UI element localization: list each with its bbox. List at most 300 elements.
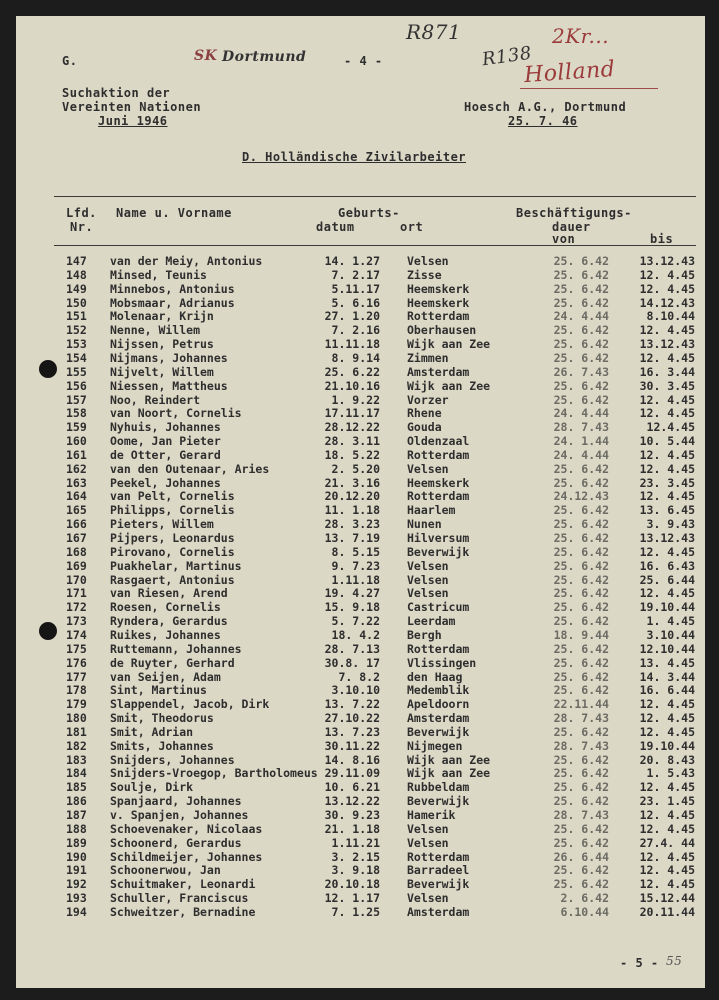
row-birth-place: Barradeel [407,863,470,878]
row-number: 184 [66,766,87,781]
row-employed-from: 25. 6.42 [553,586,609,601]
row-employed-to: 23. 3.45 [639,475,695,490]
row-number: 152 [66,323,87,338]
row-name: Molenaar, Krijn [110,309,214,324]
row-birth-place: Medemblik [407,683,470,698]
row-name: van Noort, Cornelis [110,406,242,421]
row-birth-date: 1. 9.22 [331,392,380,407]
row-number: 171 [66,586,87,601]
row-employed-from: 25. 6.42 [553,254,609,268]
row-name: Nenne, Willem [110,323,201,338]
row-birth-date: 5.11.17 [331,281,380,296]
row-employed-to: 16. 6.43 [639,558,695,573]
row-birth-place: Oldenzaal [407,434,470,448]
col-name: Name u. Vorname [116,206,232,220]
row-number: 157 [66,392,87,407]
row-employed-to: 12. 4.45 [639,863,695,878]
row-number: 173 [66,614,87,629]
col-birth-place: ort [400,220,424,234]
row-birth-place: Beverwijk [407,877,470,892]
row-birth-date: 19. 4.27 [324,586,380,601]
row-name: Soulje, Dirk [110,780,194,795]
row-birth-place: Velsen [407,821,449,836]
row-birth-date: 11. 1.18 [324,503,380,518]
row-employed-from: 25. 6.42 [553,683,609,698]
row-number: 165 [66,503,87,518]
row-number: 177 [66,669,87,684]
row-birth-date: 14. 1.27 [324,254,380,268]
row-number: 164 [66,489,87,504]
row-birth-date: 1.11.18 [331,572,380,587]
row-number: 160 [66,434,87,448]
row-name: van der Meiy, Antonius [110,254,263,268]
row-birth-date: 2. 5.20 [331,461,380,476]
row-number: 189 [66,835,87,850]
row-name: Nyhuis, Johannes [110,420,221,435]
footer-page-mark: - 5 - [620,956,659,970]
row-employed-to: 1. 4.45 [646,614,695,629]
row-employed-from: 25. 6.42 [553,475,609,490]
row-name: Smit, Adrian [110,724,194,739]
row-birth-date: 3. 9.18 [331,863,380,878]
row-number: 151 [66,309,87,324]
row-birth-date: 3.10.10 [331,683,380,698]
row-employed-to: 3. 9.43 [646,517,695,532]
document-page [16,16,705,988]
row-name: Peekel, Johannes [110,475,221,490]
row-birth-date: 27. 1.20 [324,309,380,324]
row-employed-to: 30. 3.45 [639,378,695,393]
row-birth-place: Rotterdam [407,489,470,504]
row-employed-from: 25. 6.42 [553,752,609,767]
row-name: van Pelt, Cornelis [110,489,235,504]
row-birth-date: 11.11.18 [324,337,380,352]
row-birth-place: Vorzer [407,392,449,407]
row-employed-from: 24. 1.44 [553,434,609,448]
row-name: Nijvelt, Willem [110,364,214,379]
row-name: de Otter, Gerard [110,447,221,462]
country-ink: Holland [523,56,617,89]
row-number: 180 [66,711,87,725]
row-number: 149 [66,281,87,296]
row-name: Mobsmaar, Adrianus [110,295,235,310]
row-birth-date: 21. 1.18 [324,821,380,836]
org-line2: Vereinten Nationen [62,100,202,114]
row-birth-date: 21. 3.16 [324,475,380,490]
row-birth-date: 18. 4.2 [331,628,380,642]
row-birth-place: Rotterdam [407,641,470,656]
row-employed-to: 13.12.43 [639,337,695,352]
row-employed-to: 12. 4.45 [639,406,695,421]
row-birth-place: Wijk aan Zee [407,378,491,393]
footer-ink-mark: 55 [666,954,683,968]
row-employed-from: 25. 6.42 [553,392,609,407]
row-employed-to: 12. 4.45 [639,586,695,601]
row-employed-to: 10. 5.44 [639,434,695,448]
row-birth-date: 21.10.16 [324,378,380,393]
row-birth-date: 29.11.09 [324,766,380,781]
row-name: Ruikes, Johannes [110,628,221,642]
row-birth-date: 3. 2.15 [331,849,380,864]
archive-code: R871 [406,20,462,44]
row-name: Sint, Martinus [110,683,207,698]
row-employed-to: 3.10.44 [646,628,695,642]
col-birth-line1: Geburts- [338,206,400,220]
row-birth-date: 7. 8.2 [338,669,380,684]
row-number: 148 [66,267,87,282]
row-name: Roesen, Cornelis [110,600,221,615]
row-number: 153 [66,337,87,352]
row-name: Nijmans, Johannes [110,350,228,365]
row-number: 167 [66,531,87,545]
row-birth-place: Nijmegen [407,738,463,753]
row-number: 169 [66,558,87,573]
punch-hole [39,622,57,640]
row-number: 172 [66,600,87,615]
row-birth-place: Amsterdam [407,904,470,919]
row-birth-date: 18. 5.22 [324,447,380,462]
row-employed-from: 25. 6.42 [553,350,609,365]
row-employed-from: 25. 6.42 [553,267,609,282]
row-employed-to: 25. 6.44 [639,572,695,587]
row-birth-place: Zimmen [407,350,449,365]
row-birth-place: den Haag [407,669,463,684]
col-birth-date: datum [316,220,355,234]
row-employed-from: 22.11.44 [553,697,609,712]
folder-code: R138 [480,42,534,71]
row-number: 150 [66,295,87,310]
row-employed-to: 14. 3.44 [639,669,695,684]
row-employed-to: 13.12.43 [639,254,695,268]
row-birth-place: Apeldoorn [407,697,470,712]
col-employment-line2: dauer [552,220,591,234]
row-employed-to: 12. 4.45 [639,821,695,836]
row-birth-place: Velsen [407,558,449,573]
row-employed-to: 12. 4.45 [639,392,695,407]
row-employed-to: 12. 4.45 [639,350,695,365]
row-employed-to: 16. 6.44 [639,683,695,698]
row-employed-from: 25. 6.42 [553,724,609,739]
row-birth-place: Oberhausen [407,323,477,338]
row-number: 158 [66,406,87,421]
page-number: - 4 - [344,54,383,68]
row-employed-from: 25. 6.42 [553,766,609,781]
row-number: 192 [66,877,87,892]
row-name: van den Outenaar, Aries [110,461,270,476]
org-date: Juni 1946 [98,114,168,128]
row-employed-to: 12. 4.45 [639,877,695,892]
row-birth-date: 14. 8.16 [324,752,380,767]
row-employed-from: 25. 6.42 [553,794,609,809]
col-employment-line1: Beschäftigungs- [516,206,632,220]
row-employed-to: 23. 1.45 [639,794,695,809]
row-employed-to: 12. 4.45 [639,697,695,712]
row-employed-from: 26. 6.44 [553,849,609,864]
row-name: Ryndera, Gerardus [110,614,228,629]
row-employed-from: 25. 6.42 [553,295,609,310]
row-name: Pirovano, Cornelis [110,544,235,559]
row-number: 154 [66,350,87,365]
row-employed-to: 12. 4.45 [639,323,695,338]
row-number: 179 [66,697,87,712]
row-employed-to: 12. 4.45 [639,711,695,725]
row-employed-from: 25. 6.42 [553,503,609,518]
row-employed-from: 25. 6.42 [553,517,609,532]
row-employed-to: 12. 4.45 [639,849,695,864]
row-employed-to: 20.11.44 [639,904,695,919]
row-name: Schoonerd, Gerardus [110,835,242,850]
row-employed-from: 2. 6.42 [560,891,609,906]
row-name: Smits, Johannes [110,738,214,753]
row-employed-to: 19.10.44 [639,600,695,615]
row-birth-place: Velsen [407,891,449,906]
row-birth-place: Gouda [407,420,442,435]
row-name: Pijpers, Leonardus [110,531,235,545]
row-number: 193 [66,891,87,906]
row-name: v. Spanjen, Johannes [110,808,249,822]
row-number: 161 [66,447,87,462]
row-employed-to: 12. 4.45 [639,489,695,504]
row-birth-date: 20.10.18 [324,877,380,892]
row-name: Spanjaard, Johannes [110,794,242,809]
row-birth-date: 12. 1.17 [324,891,380,906]
row-birth-place: Vlissingen [407,655,477,670]
row-number: 155 [66,364,87,379]
row-employed-from: 25. 6.42 [553,669,609,684]
row-name: Schuitmaker, Leonardi [110,877,256,892]
row-birth-date: 1.11.21 [331,835,380,850]
row-employed-to: 12. 4.45 [639,724,695,739]
row-employed-to: 12.10.44 [639,641,695,656]
row-birth-place: Wijk aan Zee [407,752,491,767]
row-employed-from: 18. 9.44 [553,628,609,642]
row-birth-date: 27.10.22 [324,711,380,725]
row-employed-to: 12. 4.45 [639,281,695,296]
row-employed-from: 25. 6.42 [553,614,609,629]
org-line1: Suchaktion der [62,86,171,100]
row-name: Nijssen, Petrus [110,337,214,352]
row-employed-from: 25. 6.42 [553,655,609,670]
row-employed-from: 25. 6.42 [553,337,609,352]
row-number: 156 [66,378,87,393]
row-birth-date: 8. 5.15 [331,544,380,559]
row-name: Niessen, Mattheus [110,378,228,393]
row-number: 190 [66,849,87,864]
row-number: 182 [66,738,87,753]
row-name: Minnebos, Antonius [110,281,235,296]
col-no-line1: Lfd. [66,206,97,220]
row-birth-date: 5. 7.22 [331,614,380,629]
row-employed-to: 12. 4.45 [639,447,695,462]
row-birth-place: Heemskerk [407,295,470,310]
row-birth-place: Beverwijk [407,544,470,559]
row-birth-place: Rhene [407,406,442,421]
row-name: Pieters, Willem [110,517,214,532]
row-number: 159 [66,420,87,435]
row-birth-place: Wijk aan Zee [407,337,491,352]
row-birth-place: Hilversum [407,531,470,545]
row-birth-place: Bergh [407,628,442,642]
row-employed-to: 8.10.44 [646,309,695,324]
col-from: von [552,232,576,246]
row-employed-to: 15.12.44 [639,891,695,906]
row-employed-to: 13.12.43 [639,531,695,545]
row-number: 194 [66,904,87,919]
row-number: 175 [66,641,87,656]
row-birth-date: 28.12.22 [324,420,380,435]
col-to: bis [650,232,674,246]
row-employed-to: 19.10.44 [639,738,695,753]
row-name: Puakhelar, Martinus [110,558,242,573]
row-number: 181 [66,724,87,739]
row-birth-place: Velsen [407,461,449,476]
row-birth-place: Nunen [407,517,442,532]
row-employed-from: 24.12.43 [553,489,609,504]
row-birth-date: 28. 3.11 [324,434,380,448]
row-birth-place: Beverwijk [407,724,470,739]
row-birth-date: 7. 2.16 [331,323,380,338]
row-birth-date: 10. 6.21 [324,780,380,795]
row-employed-from: 28. 7.43 [553,808,609,822]
row-name: Ruttemann, Johannes [110,641,242,656]
row-employed-to: 16. 3.44 [639,364,695,379]
row-employed-from: 28. 7.43 [553,738,609,753]
row-birth-date: 15. 9.18 [324,600,380,615]
punch-hole [39,360,57,378]
row-employed-from: 25. 6.42 [553,780,609,795]
row-employed-to: 12. 4.45 [639,267,695,282]
row-number: 183 [66,752,87,767]
row-number: 187 [66,808,87,822]
row-name: Schweitzer, Bernadine [110,904,256,919]
row-name: Schoevenaker, Nicolaas [110,821,263,836]
row-employed-to: 12. 4.45 [639,780,695,795]
row-birth-place: Hamerik [407,808,456,822]
row-number: 163 [66,475,87,490]
row-employed-from: 25. 6.42 [553,821,609,836]
row-employed-to: 13. 4.45 [639,655,695,670]
row-employed-to: 20. 8.43 [639,752,695,767]
row-number: 168 [66,544,87,559]
city-stamp: Dortmund [222,49,307,65]
row-name: Schildmeijer, Johannes [110,849,263,864]
row-name: Schuller, Franciscus [110,891,249,906]
row-name: Philipps, Cornelis [110,503,235,518]
row-employed-from: 25. 6.42 [553,558,609,573]
row-birth-date: 28. 3.23 [324,517,380,532]
row-number: 162 [66,461,87,476]
row-birth-place: Velsen [407,572,449,587]
row-employed-from: 25. 6.42 [553,572,609,587]
row-employed-from: 25. 6.42 [553,461,609,476]
row-employed-to: 12. 4.45 [639,808,695,822]
row-birth-place: Heemskerk [407,475,470,490]
row-employed-from: 25. 6.42 [553,544,609,559]
row-birth-place: Castricum [407,600,470,615]
row-birth-place: Rotterdam [407,447,470,462]
row-number: 188 [66,821,87,836]
row-employed-from: 25. 6.42 [553,600,609,615]
row-birth-date: 13. 7.19 [324,531,380,545]
row-birth-place: Velsen [407,254,449,268]
row-birth-place: Amsterdam [407,364,470,379]
row-birth-date: 8. 9.14 [331,350,380,365]
row-birth-place: Amsterdam [407,711,470,725]
row-employed-from: 24. 4.44 [553,447,609,462]
row-birth-place: Rubbeldam [407,780,470,795]
row-employed-from: 28. 7.43 [553,711,609,725]
row-birth-place: Rotterdam [407,849,470,864]
row-birth-date: 30.8. 17 [324,655,380,670]
row-name: Rasgaert, Antonius [110,572,235,587]
ink-note: 2Kr... [552,24,610,48]
row-birth-place: Velsen [407,835,449,850]
row-employed-from: 25. 6.42 [553,281,609,296]
row-name: Snijders, Johannes [110,752,235,767]
row-birth-place: Beverwijk [407,794,470,809]
row-employed-from: 24. 4.44 [553,406,609,421]
row-number: 147 [66,254,87,268]
col-no-line2: Nr. [70,220,94,234]
row-name: Minsed, Teunis [110,267,207,282]
row-birth-place: Zisse [407,267,442,282]
row-name: Schoonerwou, Jan [110,863,221,878]
row-birth-date: 7. 2.17 [331,267,380,282]
row-birth-date: 13. 7.23 [324,724,380,739]
row-employed-from: 25. 6.42 [553,835,609,850]
row-birth-date: 7. 1.25 [331,904,380,919]
row-birth-date: 17.11.17 [324,406,380,421]
row-employed-from: 26. 7.43 [553,364,609,379]
row-name: Noo, Reindert [110,392,201,407]
row-employed-from: 6.10.44 [560,904,609,919]
row-employed-to: 12. 4.45 [639,544,695,559]
row-employed-from: 25. 6.42 [553,378,609,393]
row-name: van Riesen, Arend [110,586,228,601]
row-birth-date: 28. 7.13 [324,641,380,656]
row-birth-date: 9. 7.23 [331,558,380,573]
row-employed-to: 12. 4.45 [639,461,695,476]
row-birth-date: 13.12.22 [324,794,380,809]
row-employed-to: 27.4. 44 [639,835,695,850]
row-birth-place: Heemskerk [407,281,470,296]
row-employed-to: 1. 5.43 [646,766,695,781]
row-employed-from: 25. 6.42 [553,641,609,656]
row-name: de Ruyter, Gerhard [110,655,235,670]
row-employed-from: 25. 6.42 [553,863,609,878]
row-birth-date: 25. 6.22 [324,364,380,379]
row-employed-to: 12.4.45 [646,420,695,435]
row-number: 166 [66,517,87,532]
row-name: van Seijen, Adam [110,669,221,684]
row-name: Snijders-Vroegop, Bartholomeus [110,766,318,781]
row-employed-from: 24. 4.44 [553,309,609,324]
row-name: Oome, Jan Pieter [110,434,221,448]
row-birth-place: Velsen [407,586,449,601]
row-birth-place: Wijk aan Zee [407,766,491,781]
section-title: D. Holländische Zivilarbeiter [242,150,467,164]
row-birth-date: 5. 6.16 [331,295,380,310]
row-birth-place: Haarlem [407,503,456,518]
row-number: 170 [66,572,87,587]
row-number: 178 [66,683,87,698]
row-birth-date: 30.11.22 [324,738,380,753]
row-birth-place: Rotterdam [407,309,470,324]
row-number: 186 [66,794,87,809]
company-date: 25. 7. 46 [508,114,578,128]
row-employed-to: 13. 6.45 [639,503,695,518]
row-number: 185 [66,780,87,795]
